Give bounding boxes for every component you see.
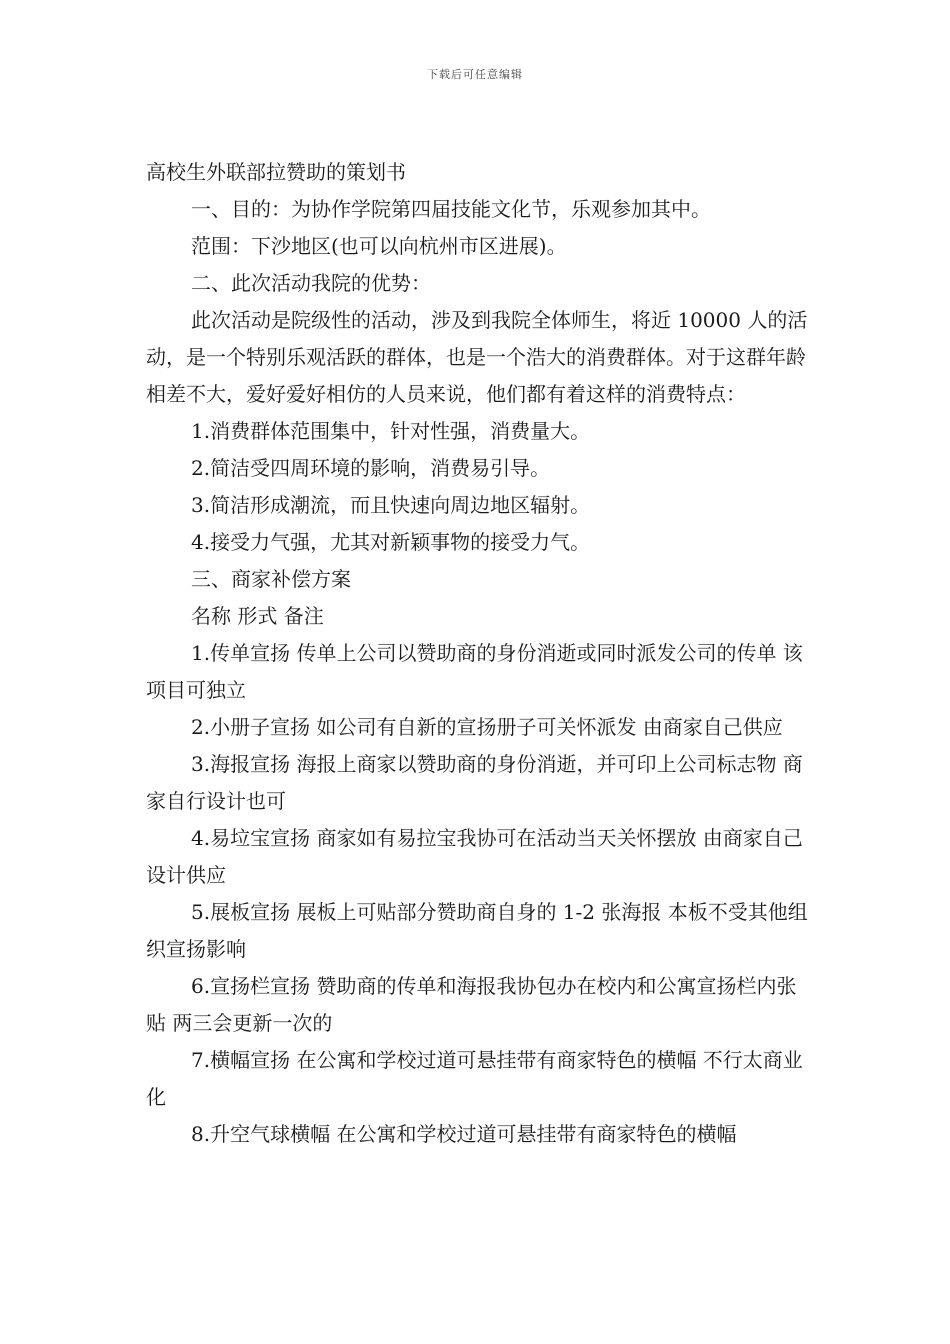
list-item-feature-1: 1.消费群体范围集中，针对性强，消费量大。 — [191, 419, 591, 443]
compensation-item-8: 8.升空气球横幅 在公寓和学校过道可悬挂带有商家特色的横幅 — [191, 1122, 737, 1146]
paragraph-scope: 范围：下沙地区(也可以向杭州市区进展)。 — [191, 234, 567, 258]
compensation-item-2: 2.小册子宣扬 如公司有自新的宣扬册子可关怀派发 由商家自己供应 — [191, 715, 783, 739]
page-header-note: 下载后可任意编辑 — [427, 68, 523, 81]
compensation-item-4: 4.易垃宝宣扬 商家如有易拉宝我协可在活动当天关怀摆放 由商家自己设计供应 — [146, 826, 803, 887]
compensation-item-3: 3.海报宣扬 海报上商家以赞助商的身份消逝，并可印上公司标志物 商家自行设计也可 — [146, 752, 803, 813]
document-title: 高校生外联部拉赞助的策划书 — [146, 160, 406, 184]
compensation-item-1: 1.传单宣扬 传单上公司以赞助商的身份消逝或同时派发公司的传单 该项目可独立 — [146, 641, 803, 702]
list-item-feature-2: 2.简洁受四周环境的影响，消费易引导。 — [191, 456, 551, 480]
compensation-item-7: 7.横幅宣扬 在公寓和学校过道可悬挂带有商家特色的横幅 不行太商业化 — [146, 1048, 803, 1109]
section-heading-advantages: 二、此次活动我院的优势： — [191, 271, 431, 295]
compensation-item-5: 5.展板宣扬 展板上可贴部分赞助商自身的 1-2 张海报 本板不受其他组织宣扬影响 — [146, 900, 808, 961]
document-body — [146, 154, 814, 1153]
section-heading-compensation: 三、商家补偿方案 — [191, 567, 351, 591]
table-header-row: 名称 形式 备注 — [191, 604, 324, 628]
paragraph-activity-description: 此次活动是院级性的活动，涉及到我院全体师生，将近 10000 人的活动，是一个特别乐观活跃的群体，也是一个浩大的消费群体。对于这群年龄相差不大，爱好爱好相仿的人员来说，他们都有着这样的消费特点： — [146, 308, 808, 406]
compensation-item-6: 6.宣扬栏宣扬 赞助商的传单和海报我协包办在校内和公寓宣扬栏内张贴 两三会更新一次的 — [146, 974, 797, 1035]
list-item-feature-4: 4.接受力气强，尤其对新颖事物的接受力气。 — [191, 530, 591, 554]
paragraph-purpose: 一、目的：为协作学院第四届技能文化节，乐观参加其中。 — [191, 197, 711, 221]
list-item-feature-3: 3.简洁形成潮流，而且快速向周边地区辐射。 — [191, 493, 591, 517]
